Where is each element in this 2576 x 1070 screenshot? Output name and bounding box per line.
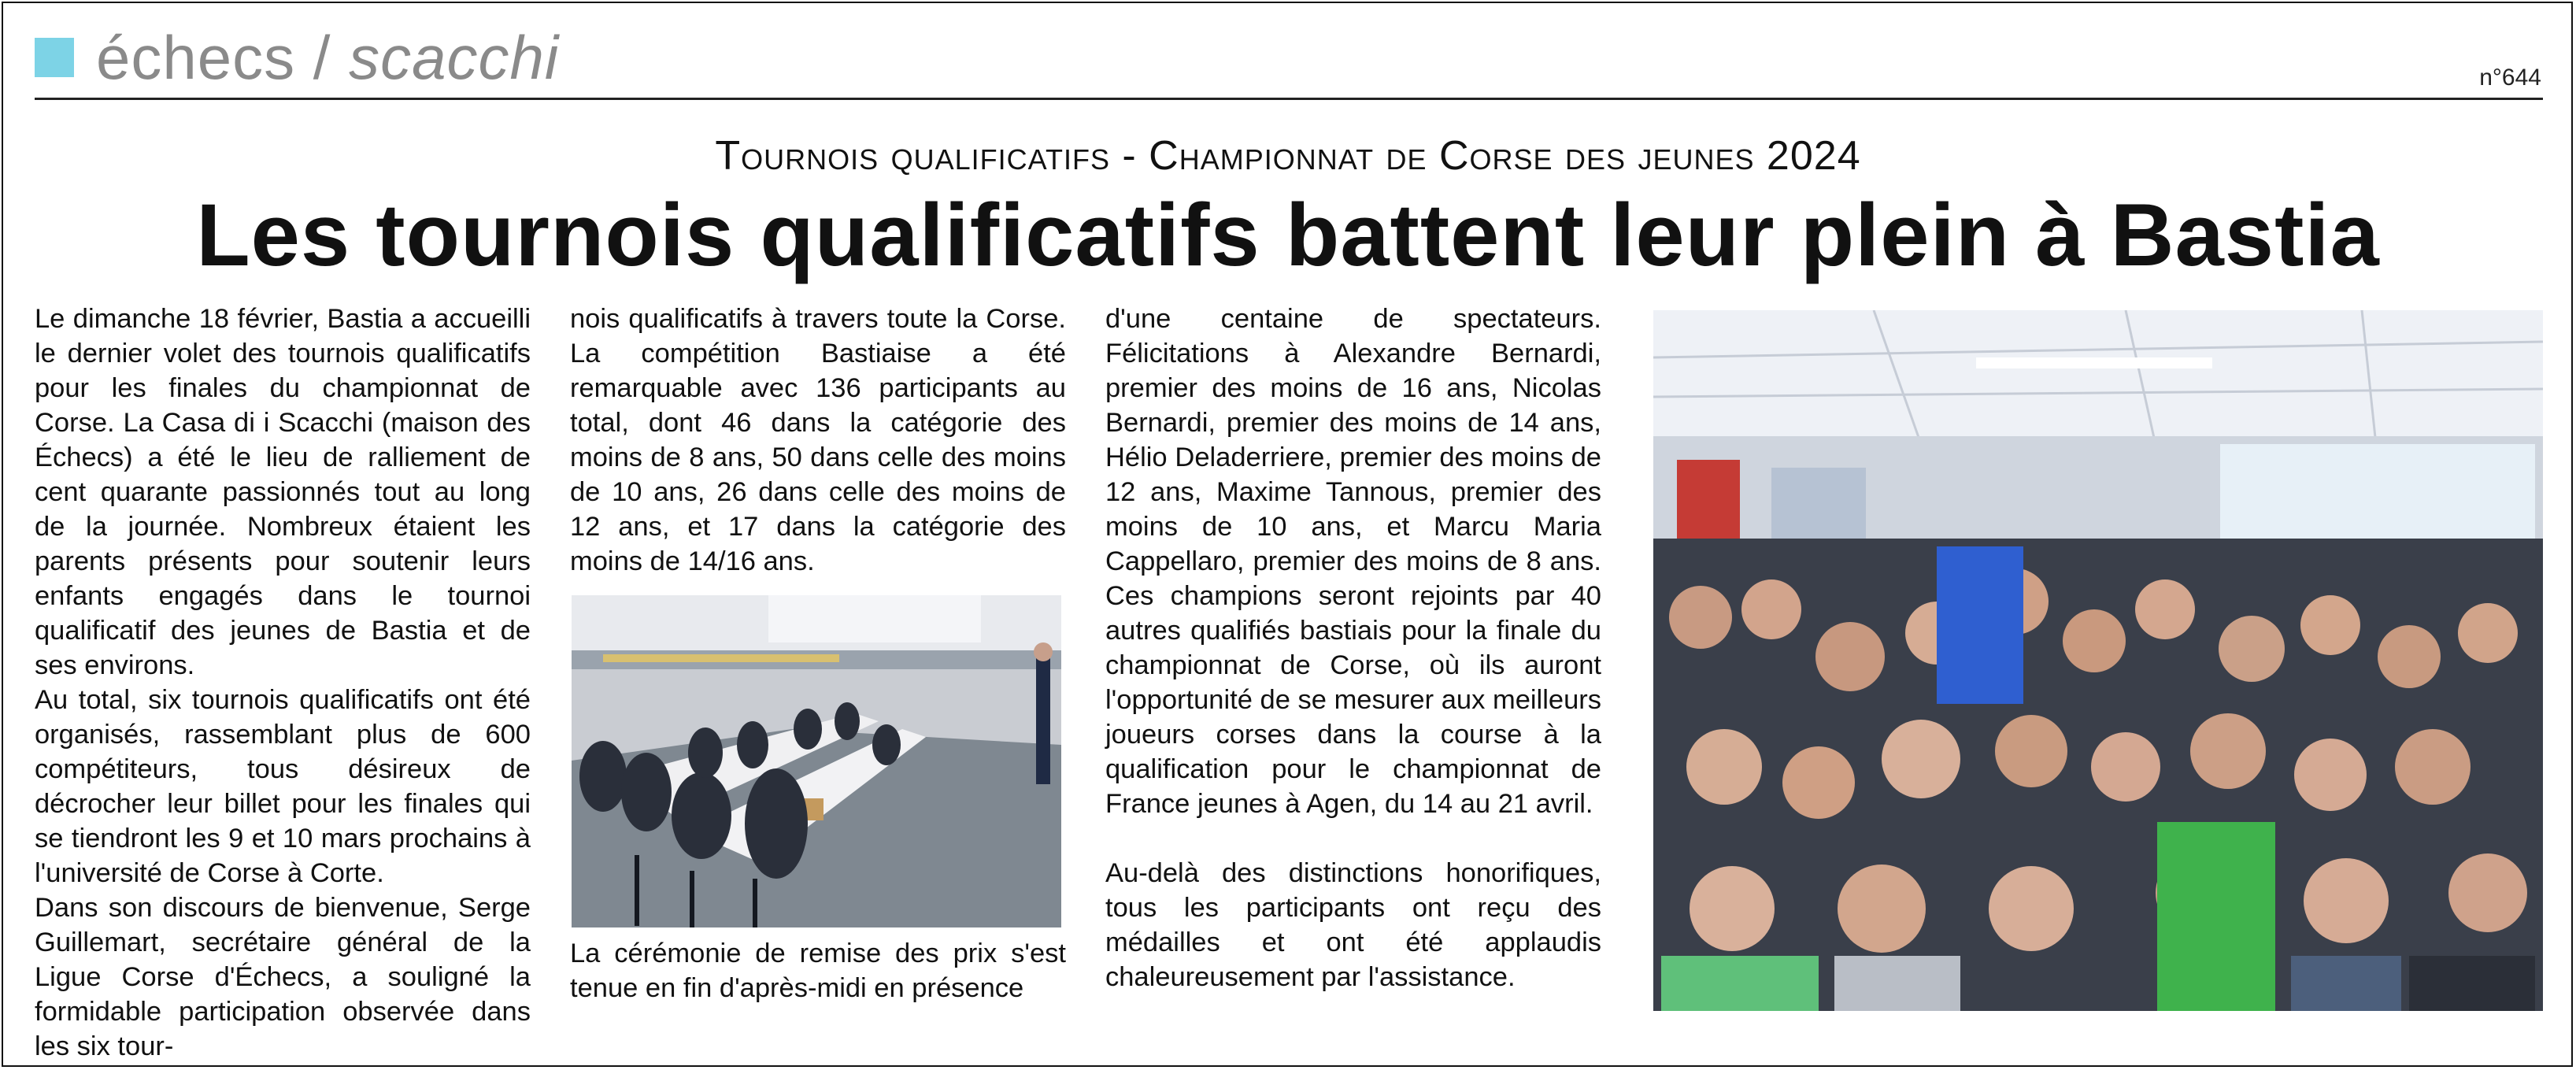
section-header	[35, 22, 559, 93]
issue-number: n°644	[2479, 65, 2541, 91]
paragraph: La cérémonie de remise des prix s'est tenue en fin d'après-midi en présence	[570, 939, 1066, 1003]
crowd-photo	[1653, 310, 2543, 1011]
kicker: Tournois qualificatifs - Championnat de Corse des jeunes 2024	[715, 133, 1861, 179]
headline: Les tournois qualificatifs battent leur plein à Bastia	[196, 186, 2380, 284]
paragraph: d'une centaine de spectateurs. Félicitations à Alexandre Bernardi, premier des moins de 16 ans, Nicolas Bernardi, premier des moins de 14 ans, Hélio Deladerriere, premier des moins de 12 ans, Maxime Tannous, premier des moins de 10 ans, et Marcu Maria Cappellaro, premier des moins de 8 ans. Ces champions seront rejoints par 40 autres qualifiés bastiais pour la finale du championnat de Corse, où ils auront l'opportunité de se mesurer aux meilleurs joueurs corses dans la course à la qualification pour le championnat de France jeunes à Agen, du 14 au 21 avril.	[1105, 304, 1601, 819]
paragraph: Au-delà des distinctions honorifiques, tous les participants ont reçu des médailles et ont été applaudis chaleureusement par l'assistance.	[1105, 857, 1601, 992]
tournament-hall-photo	[572, 595, 1061, 927]
paragraph-spacer	[1105, 822, 1601, 857]
section-title	[96, 22, 559, 94]
section-label-co: scacchi	[349, 22, 560, 92]
section-separator: /	[295, 22, 350, 92]
article-column-2	[570, 302, 1066, 579]
article-column-2-continued	[570, 937, 1066, 1006]
section-square-icon	[35, 38, 74, 77]
paragraph: Le dimanche 18 février, Bastia a accueilli le dernier volet des tournois qualificatifs pour les finales du championnat de Corse. La Casa di i Scacchi (maison des Échecs) a été le lieu de ralliement de cent quarante passionnés tout au long de la journée. Nombreux étaient les parents présents pour soutenir leurs enfants engagés dans le tournoi qualificatif des jeunes de Bastia et de ses environs.	[35, 304, 531, 680]
paragraph: nois qualificatifs à travers toute la Corse. La compétition Bastiaise a été remarquable avec 136 participants au total, dont 46 dans la catégorie des moins de 8 ans, 50 dans celle des moins de 10 ans, 26 dans celle des moins de 12 ans, et 17 dans la catégorie des moins de 14/16 ans.	[570, 304, 1066, 576]
paragraph: Dans son discours de bienvenue, Serge Guillemart, secrétaire général de la Ligue Corse d'Échecs, a souligné la formidable participation observée dans les six tour-	[35, 892, 531, 1061]
article-column-3	[1105, 302, 1601, 995]
paragraph: Au total, six tournois qualificatifs ont été organisés, rassemblant plus de 600 compétiteurs, tous désireux de décrocher leur billet pour les finales qui se tiendront les 9 et 10 mars prochains à l'université de Corse à Corte.	[35, 684, 531, 888]
article-column-1	[35, 302, 531, 1064]
section-label-fr: échecs	[96, 22, 296, 92]
header-rule	[35, 98, 2543, 100]
